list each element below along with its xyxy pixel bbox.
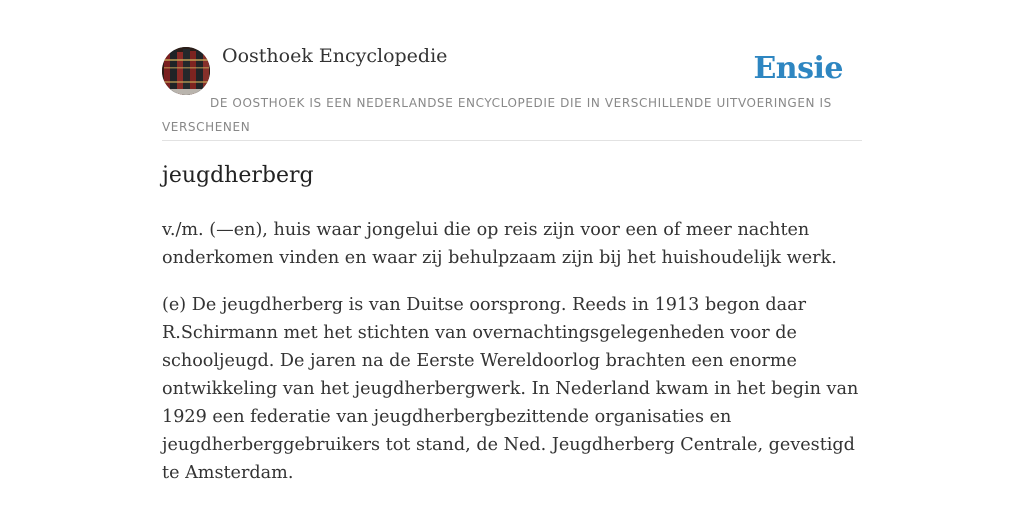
definition-paragraph: v./m. (—en), huis waar jongelui die op reis zijn voor een of meer nachten onderkomen vinden en waar zij behulpzaam zijn bij het huishoudelijk werk. (162, 220, 837, 268)
source-title[interactable]: Oosthoek Encyclopedie (222, 45, 448, 67)
entry-term: jeugdherberg (162, 163, 314, 188)
source-description: DE OOSTHOEK IS EEN NEDERLANDSE ENCYCLOPEDIE DIE IN VERSCHILLENDE UITVOERINGEN IS VERSCHENEN (162, 96, 832, 134)
history-paragraph: (e) De jeugdherberg is van Duitse oorsprong. Reeds in 1913 begon daar R.Schirmann met het stichten van overnachtingsgelegenheden voor de schooljeugd. De jaren na de Eerste Wereldoorlog brachten een enorme ontwikkeling van het jeugdherbergwerk. In Nederland kwam in het begin van 1929 een federatie van jeugdherbergbezittende organisaties en jeugdherberggebruikers tot stand, de Ned. Jeugdherberg Centrale, gevestigd te Amsterdam. (162, 295, 859, 483)
books-icon[interactable] (162, 47, 210, 95)
content-container (162, 0, 862, 483)
brand-logo[interactable]: Ensie (753, 51, 843, 86)
source-header (162, 0, 862, 141)
